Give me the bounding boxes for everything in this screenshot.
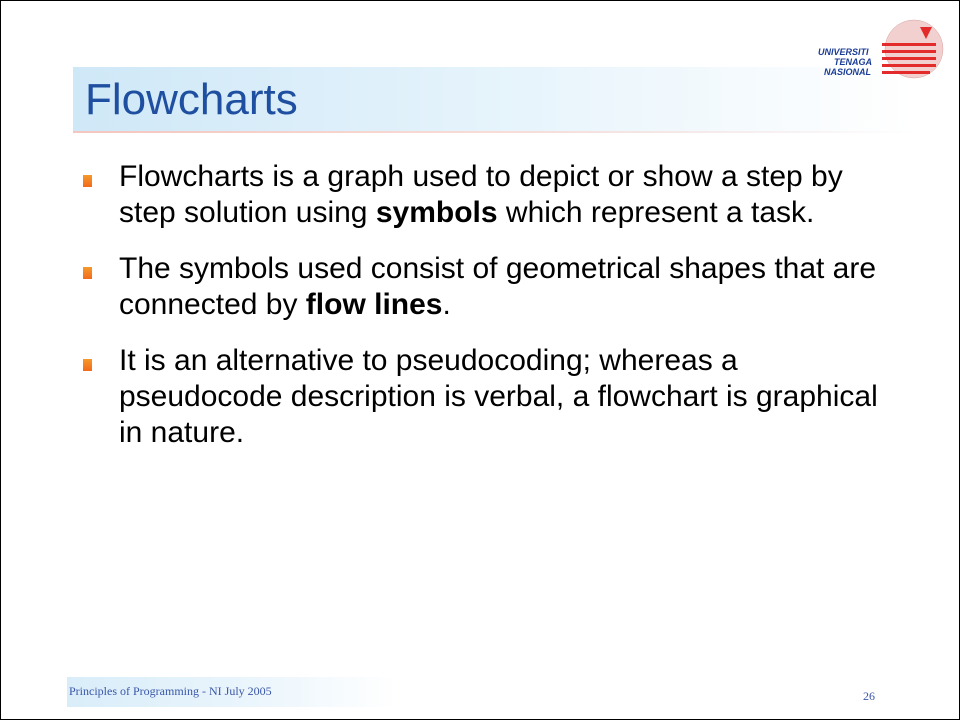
bullet-emphasis: symbols [375, 196, 498, 229]
bullet-text: Flowcharts is a graph used to depict or show a step by step solution using [119, 160, 843, 229]
bullet-text: . [442, 288, 451, 321]
slide-title: Flowcharts [85, 75, 298, 124]
bullet-item [119, 343, 879, 451]
university-logo [806, 17, 946, 101]
bullet-list [119, 159, 879, 471]
bullet-marker-icon [83, 359, 92, 371]
bullet-emphasis: flow lines [305, 288, 443, 321]
logo-text-line-3: NASIONAL [824, 67, 871, 77]
footer-text: Principles of Programming - NI July 2005 [69, 684, 272, 698]
bullet-text: It is an alternative to pseudocoding; whereas a pseudocode description is verbal, a flowchart is graphical in nature. [119, 344, 878, 449]
bullet-text: The symbols used consist of geometrical shapes that are connected by [119, 252, 877, 321]
logo-circle [885, 20, 943, 78]
footer-bar [67, 677, 397, 707]
bullet-marker-icon [83, 267, 92, 279]
bullet-item [119, 251, 879, 323]
logo-text-line-2: TENAGA [834, 57, 872, 67]
logo-text [818, 47, 872, 77]
bullet-text: which represent a task. [497, 196, 815, 229]
title-bar [73, 67, 913, 133]
page-number: 26 [863, 689, 875, 703]
bullet-item [119, 159, 879, 231]
logo-text-line-1: UNIVERSITI [818, 47, 869, 57]
bullet-marker-icon [83, 175, 92, 187]
